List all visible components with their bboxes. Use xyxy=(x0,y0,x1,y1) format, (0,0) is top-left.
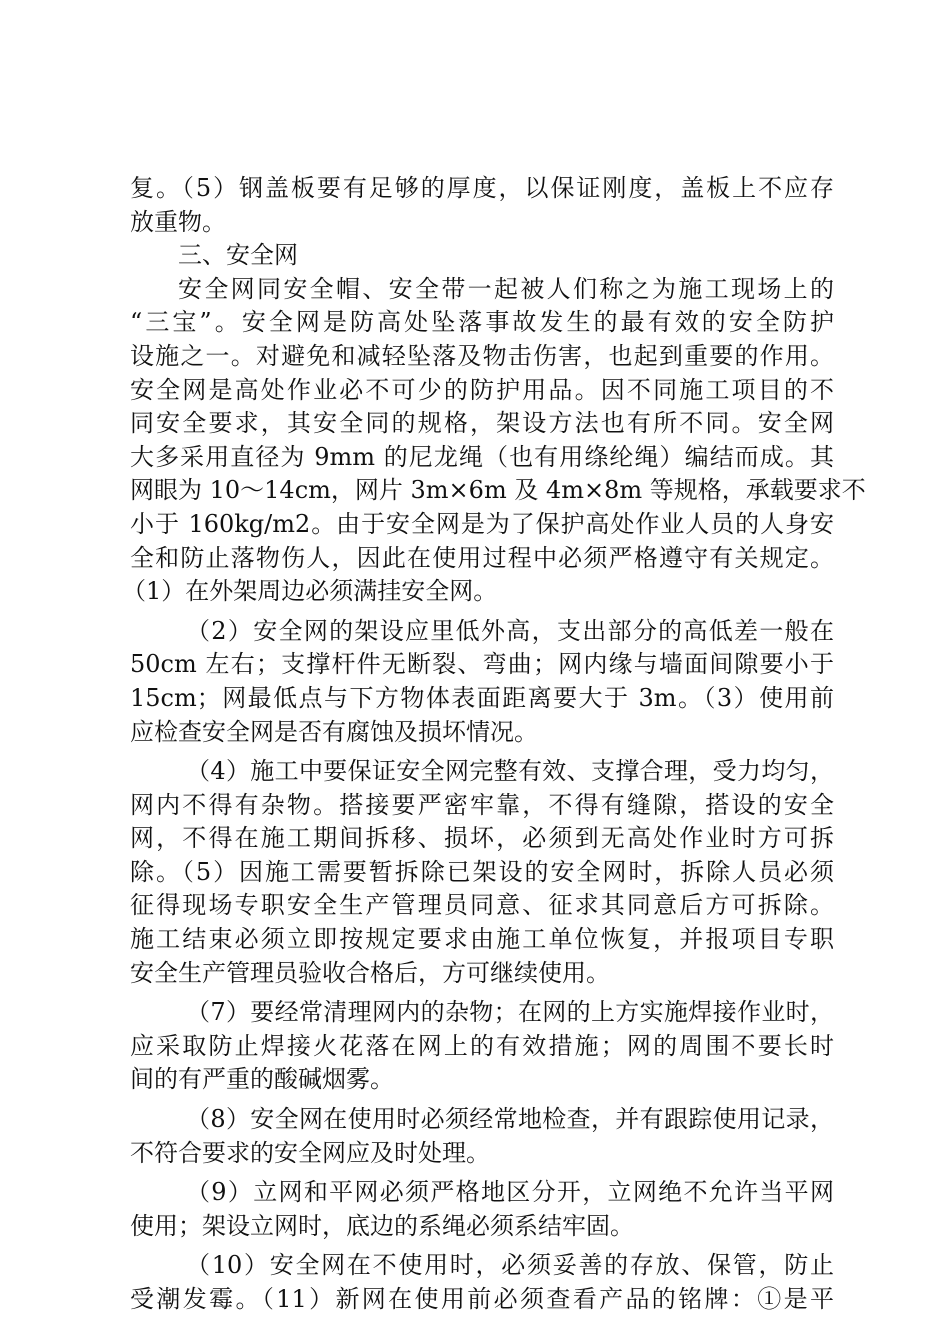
text-line: （4）施工中要保证安全网完整有效、支撑合理，受力均匀， xyxy=(186,757,834,786)
text-line: （1）在外架周边必须满挂安全网。 xyxy=(122,577,498,606)
text-line: 应检查安全网是否有腐蚀及损坏情况。 xyxy=(130,717,538,746)
text-line: 网，不得在施工期间拆移、损坏，必须到无高处作业时方可拆 xyxy=(130,824,834,853)
text-line: 全和防止落物伤人，因此在使用过程中必须严格遵守有关规定。 xyxy=(130,543,834,572)
text-line: 应采取防止焊接火花落在网上的有效措施；网的周围不要长时 xyxy=(130,1031,834,1060)
text-line: 安全生产管理员验收合格后，方可继续使用。 xyxy=(130,958,610,987)
text-line: 15cm；网最低点与下方物体表面距离要大于 3m。（3）使用前 xyxy=(130,683,834,712)
text-line: （10）安全网在不使用时，必须妥善的存放、保管，防止 xyxy=(186,1251,834,1280)
text-line: 安全网同安全帽、安全带一起被人们称之为施工现场上的 xyxy=(178,274,834,303)
text-line: “三宝”。安全网是防高处坠落事故发生的最有效的安全防护 xyxy=(130,308,834,337)
text-line: 安全网是高处作业必不可少的防护用品。因不同施工项目的不 xyxy=(130,375,834,404)
text-line: 设施之一。对避免和减轻坠落及物击伤害，也起到重要的作用。 xyxy=(130,341,834,370)
text-line: 间的有严重的酸碱烟雾。 xyxy=(130,1065,394,1094)
text-line: 施工结束必须立即按规定要求由施工单位恢复，并报项目专职 xyxy=(130,925,834,954)
text-line: 放重物。 xyxy=(130,207,226,236)
text-line: （7）要经常清理网内的杂物；在网的上方实施焊接作业时， xyxy=(186,998,834,1027)
text-line: （8）安全网在使用时必须经常地检查，并有跟踪使用记录， xyxy=(186,1105,834,1134)
section-heading: 三、安全网 xyxy=(178,241,298,270)
text-line: 复。（5）钢盖板要有足够的厚度，以保证刚度，盖板上不应存 xyxy=(130,174,834,202)
text-line: 使用；架设立网时，底边的系绳必须系结牢固。 xyxy=(130,1211,634,1240)
body-text xyxy=(122,172,866,1317)
text-line: 网内不得有杂物。搭接要严密牢靠，不得有缝隙，搭设的安全 xyxy=(130,790,834,819)
text-line: 网眼为 10～14cm，网片 3m×6m 及 4m×8m 等规格，承载要求不 xyxy=(130,476,866,505)
text-line: 除。（5）因施工需要暂拆除已架设的安全网时，拆除人员必须 xyxy=(130,857,834,886)
text-line: 不符合要求的安全网应及时处理。 xyxy=(130,1138,490,1167)
text-line: 50cm 左右；支撑杆件无断裂、弯曲；网内缘与墙面间隙要小于 xyxy=(130,650,834,679)
text-line: 同安全要求，其安全同的规格，架设方法也有所不同。安全网 xyxy=(130,409,834,438)
text-line: 受潮发霉。（11）新网在使用前必须查看产品的铭牌：①是平 xyxy=(130,1285,834,1313)
text-line: （2）安全网的架设应里低外高，支出部分的高低差一般在 xyxy=(186,616,834,645)
text-line: （9）立网和平网必须严格地区分开，立网绝不允许当平网 xyxy=(186,1178,834,1207)
text-line: 征得现场专职安全生产管理员同意、征求其同意后方可拆除。 xyxy=(130,891,834,920)
text-line: 大多采用直径为 9mm 的尼龙绳（也有用绦纶绳）编结而成。其 xyxy=(130,442,834,471)
text-line: 小于 160kg/m2。由于安全网是为了保护高处作业人员的人身安 xyxy=(130,509,834,538)
